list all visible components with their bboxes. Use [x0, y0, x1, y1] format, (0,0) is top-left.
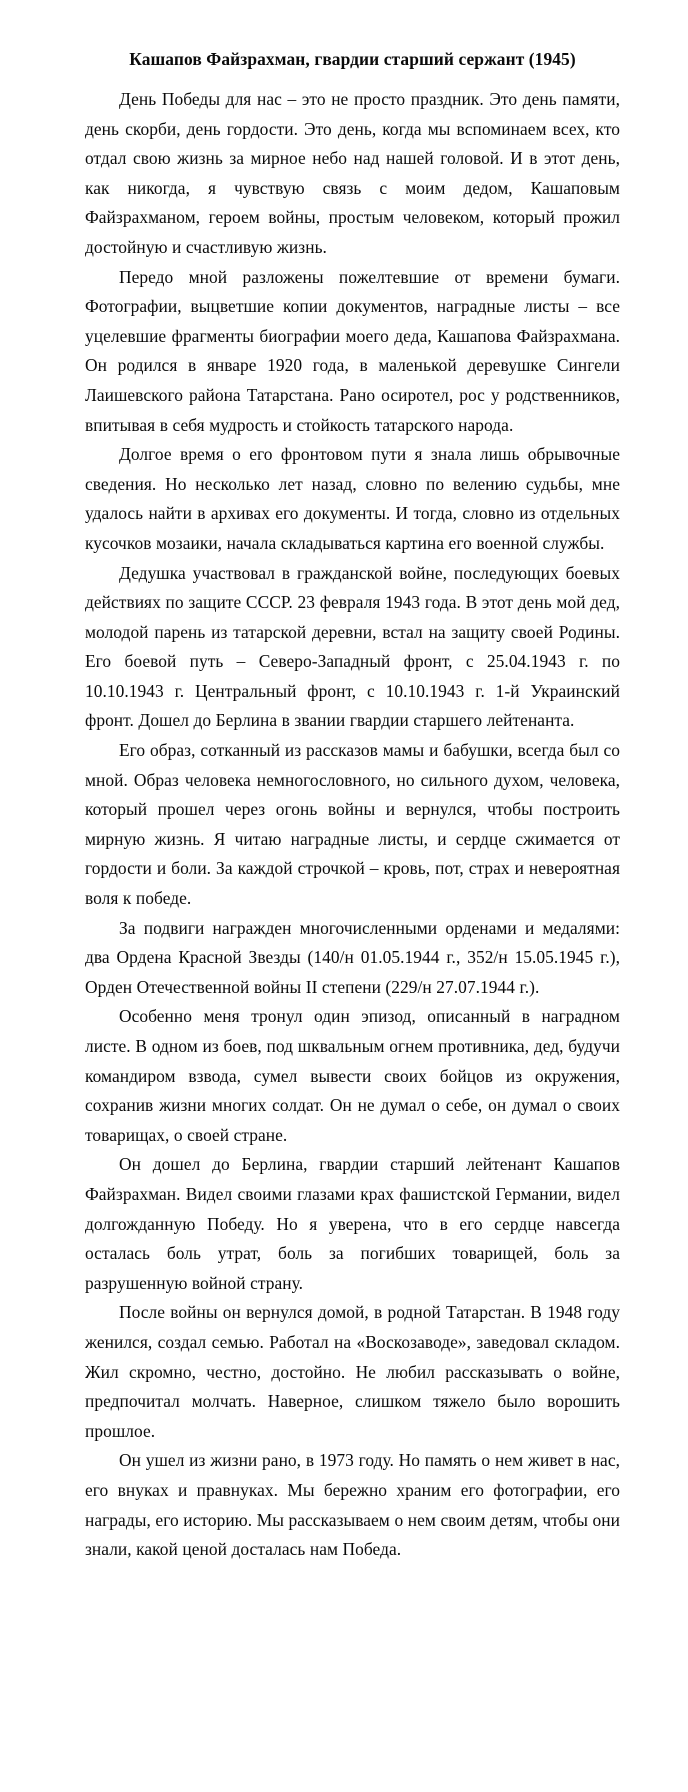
- paragraph: День Победы для нас – это не просто праздник. Это день памяти, день скорби, день гордости. Это день, когда мы вспоминаем всех, кто отдал свою жизнь за мирное небо над нашей головой. И в этот день, как никогда, я чувствую связь с моим дедом, Кашаповым Файзрахманом, героем войны, простым человеком, который прожил достойную и счастливую жизнь.: [85, 89, 620, 257]
- paragraph: Он дошел до Берлина, гвардии старший лейтенант Кашапов Файзрахман. Видел своими глазами крах фашистской Германии, видел долгожданную Победу. Но я уверена, что в его сердце навсегда осталась боль утрат, боль за погибших товарищей, боль за разрушенную войной страну.: [85, 1154, 620, 1293]
- paragraph: Он ушел из жизни рано, в 1973 году. Но память о нем живет в нас, его внуках и правнуках. Мы бережно храним его фотографии, его награды, его историю. Мы рассказываем о нем своим детям, чтобы они знали, какой ценой досталась нам Победа.: [85, 1450, 620, 1560]
- paragraph: После войны он вернулся домой, в родной Татарстан. В 1948 году женился, создал семью. Работал на «Воскозаводе», заведовал складом. Жил скромно, честно, достойно. Не любил рассказывать о войне, предпочитал молчать. Наверное, слишком тяжело было ворошить прошлое.: [85, 1302, 620, 1441]
- paragraph: Передо мной разложены пожелтевшие от времени бумаги. Фотографии, выцветшие копии документов, наградные листы – все уцелевшие фрагменты биографии моего деда, Кашапова Файзрахмана. Он родился в январе 1920 года, в маленькой деревушке Сингели Лаишевского района Татарстана. Рано осиротел, рос у родственников, впитывая в себя мудрость и стойкость татарского народа.: [85, 266, 620, 435]
- paragraph: Дедушка участвовал в гражданской войне, последующих боевых действиях по защите СССР. 23 февраля 1943 года. В этот день мой дед, молодой парень из татарской деревни, встал на защиту своей Родины. Его боевой путь – Северо-Западный фронт, с 25.04.1943 г. по 10.10.1943 г. Центральный фронт, с 10.10.1943 г. 1-й Украинский фронт. Дошел до Берлина в звании гвардии старшего лейтенанта.: [85, 562, 620, 731]
- document-body: [85, 85, 620, 1565]
- page-title: Кашапов Файзрахман, гвардии старший сержант (1945): [129, 49, 576, 69]
- paragraph: Его образ, сотканный из рассказов мамы и бабушки, всегда был со мной. Образ человека немногословного, но сильного духом, человека, который прошел через огонь войны и вернулся, чтобы построить мирную жизнь. Я читаю наградные листы, и сердце сжимается от гордости и боли. За каждой строчкой – кровь, пот, страх и невероятная воля к победе.: [85, 740, 620, 909]
- paragraph: За подвиги награжден многочисленными орденами и медалями: два Ордена Красной Звезды (140/н 01.05.1944 г., 352/н 15.05.1945 г.), Орден Отечественной войны II степени (229/н 27.07.1944 г.).: [85, 917, 620, 997]
- paragraph: Особенно меня тронул один эпизод, описанный в наградном листе. В одном из боев, под шквальным огнем противника, дед, будучи командиром взвода, сумел вывести своих бойцов из окружения, сохранив жизни многих солдат. Он не думал о себе, он думал о своих товарищах, о своей стране.: [85, 1006, 620, 1145]
- paragraph: Долгое время о его фронтовом пути я знала лишь обрывочные сведения. Но несколько лет назад, словно по велению судьбы, мне удалось найти в архивах его документы. И тогда, словно из отдельных кусочков мозаики, начала складываться картина его военной службы.: [85, 444, 620, 553]
